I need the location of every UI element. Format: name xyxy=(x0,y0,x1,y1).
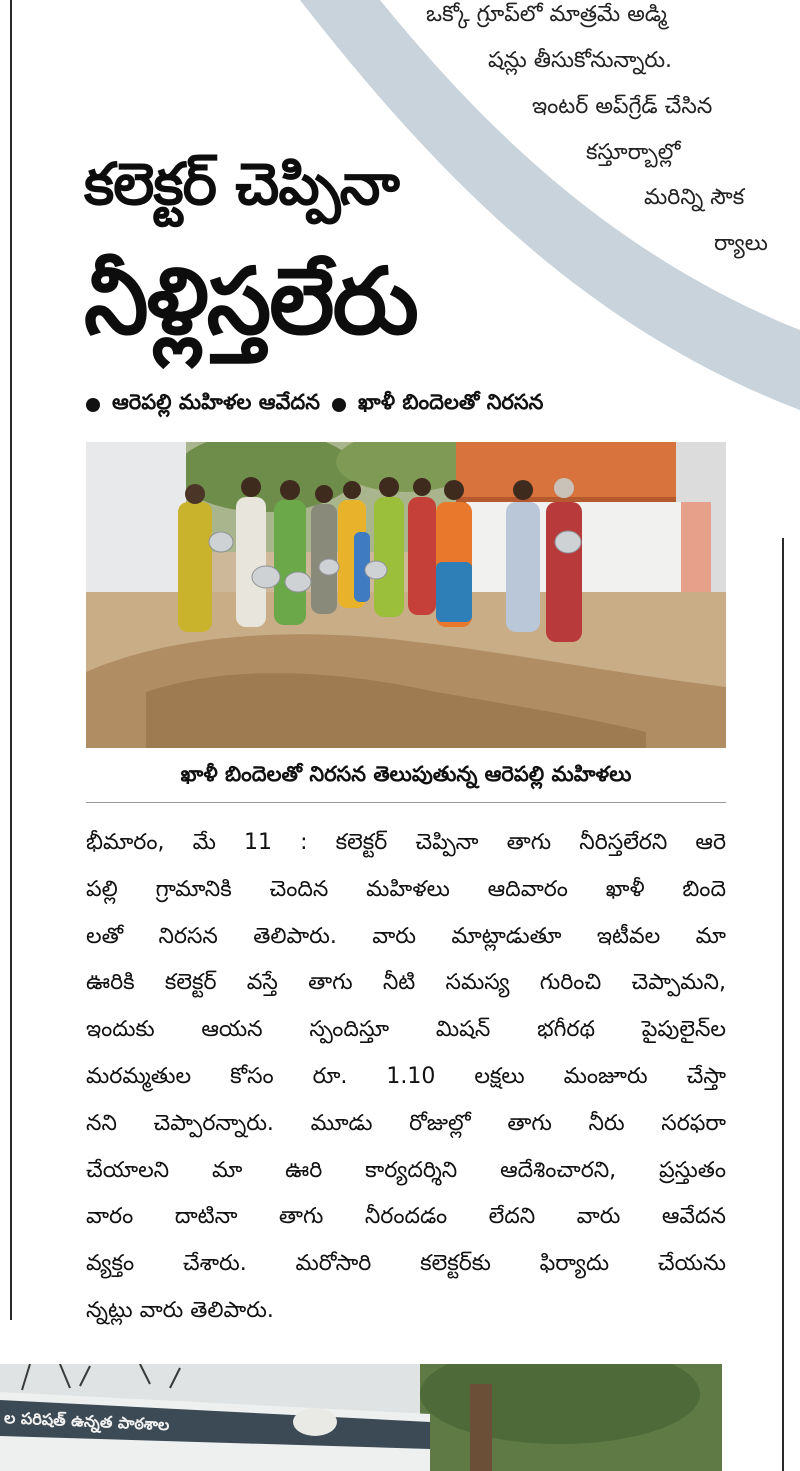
body-line: మరమ్మతుల కోసం రూ. 1.10 లక్షలు మంజూరు చేస్తా xyxy=(86,1063,726,1089)
subhead-1: ఆరెపల్లి మహిళల ఆవేదన xyxy=(112,390,320,414)
body-line: న్నట్లు వారు తెలిపారు. xyxy=(86,1297,274,1323)
adjacent-article-line: ర్యాలు xyxy=(714,231,768,256)
article-body xyxy=(86,820,726,1335)
photo-caption: ఖాళీ బిందెలతో నిరసన తెలుపుతున్న ఆరెపల్లి మహిళలు xyxy=(180,762,632,786)
adjacent-article-line: మరిన్ని సౌక xyxy=(644,185,745,210)
adjacent-article-fragment xyxy=(0,0,800,280)
next-article-photo xyxy=(0,1364,722,1471)
body-line: వ్యక్తం చేశారు. మరోసారి కలెక్టర్‌కు ఫిర్యాదు చేయను xyxy=(86,1251,726,1277)
body-line: లతో నిరసన తెలిపారు. వారు మాట్లాడుతూ ఇటీవల మా xyxy=(86,923,726,949)
right-column-rule xyxy=(782,538,784,1471)
body-line: నని చెప్పారన్నారు. మూడు రోజుల్లో తాగు నీరు సరఫరా xyxy=(86,1110,726,1136)
adjacent-article-line: ఇంటర్ అప్‌గ్రేడ్ చేసిన xyxy=(532,94,713,119)
adjacent-article-line: కస్తూర్బాల్లో xyxy=(586,140,681,165)
bullet-icon xyxy=(332,398,346,412)
subheads xyxy=(86,390,543,420)
body-line: పల్లి గ్రామానికి చెందిన మహిళలు ఆదివారం ఖాళీ బిందె xyxy=(86,876,726,902)
body-line: ఊరికి కలెక్టర్ వస్తే తాగు నీటి సమస్య గురించి చెప్పామని, xyxy=(86,970,726,996)
body-line: భీమారం, మే 11 : కలెక్టర్ చెప్పినా తాగు నీరిస్తలేరని ఆరె xyxy=(86,830,726,855)
caption-divider xyxy=(86,802,726,803)
subhead-2: ఖాళీ బిందెలతో నిరసన xyxy=(358,390,544,414)
adjacent-article-line: షన్లు తీసుకోనున్నారు. xyxy=(488,48,673,73)
news-photo xyxy=(86,442,726,748)
body-line: వారం దాటినా తాగు నీరందడం లేదని వారు ఆవేదన xyxy=(86,1204,726,1230)
body-line: ఇందుకు ఆయన స్పందిస్తూ మిషన్ భగీరథ పైపులైన్‌ల xyxy=(86,1017,726,1043)
bullet-icon xyxy=(86,398,100,412)
body-line: చేయాలని మా ఊరి కార్యదర్శిని ఆదేశించారని, ప్రస్తుతం xyxy=(86,1157,726,1183)
headline-line-2: నీళ్లిస్తలేరు xyxy=(84,248,417,355)
adjacent-article-line: ఒక్కో గ్రూప్‌లో మాత్రమే అడ్మి xyxy=(426,2,667,27)
photo-illustration xyxy=(86,442,726,748)
school-sign-text: ల పరిషత్ ఉన్నత పాఠశాల xyxy=(3,1408,170,1435)
headline-line-1: కలెక్టర్ చెప్పినా xyxy=(84,150,399,218)
